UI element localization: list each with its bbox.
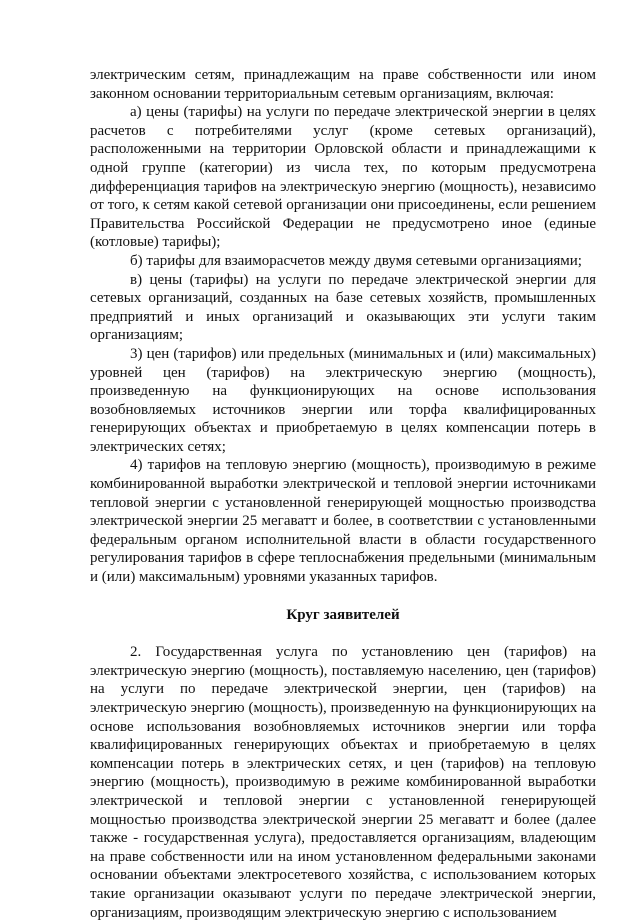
- paragraph-item-2: 2. Государственная услуга по установлению цен (тарифов) на электрическую энергию (мощность), поставляемую населению, цен (тарифов) на услуги по передаче электрической энергии, цен (тарифов) на электрическую энергию (мощность), произведенную на функционирующих на основе использования возобновляемых источников энергии или торфа квалифицированных генерирующих объектах и приобретаемую в целях компенсации потерь в электрических сетях, и цен (тарифов) на тепловую энергию (мощность), производимую в режиме комбинированной выработки электрической и тепловой энергии с установленной генерирующей мощностью производства электрической энергии 25 мегаватт и более (далее также - государственная услуга), предоставляется организациям, владеющим на праве собственности или на ином установленном федеральными законами основании объектами электросетевого хозяйства, с использованием которых такие организации оказывают услуги по передаче электрической энергии, организациям, производящим электрическую энергию с использованием: [90, 644, 596, 921]
- paragraph-item-4: 4) тарифов на тепловую энергию (мощность), производимую в режиме комбинированной выработки электрической и тепловой энергии источниками тепловой энергии с установленной генерирующей мощностью производства электрической энергии 25 мегаватт и более, в соответствии с установленными федеральным органом исполнительной власти в области государственного регулирования тарифов в сфере теплоснабжения предельными (минимальным и (или) максимальным) уровнями указанных тарифов.: [90, 457, 596, 586]
- paragraph-item-v: в) цены (тарифы) на услуги по передаче электрической энергии для сетевых организаций, созданных на базе сетевых хозяйств, промышленных предприятий и иных организаций и оказывающих эти услуги таким организациям;: [90, 271, 596, 344]
- paragraph-item-3: 3) цен (тарифов) или предельных (минимальных и (или) максимальных) уровней цен (тарифов) на электрическую энергию (мощность), произведенную на функционирующих на основе использования возобновляемых источников энергии или торфа квалифицированных генерирующих объектах и приобретаемую в целях компенсации потерь в электрических сетях;: [90, 345, 596, 455]
- paragraph-item-a: а) цены (тарифы) на услуги по передаче электрической энергии в целях расчетов с потребителями услуг (кроме сетевых организаций), расположенными на территории Орловской области и принадлежащими к одной группе (категории) из числа тех, по которым предусмотрена дифференциация тарифов на электрическую энергию (мощность), независимо от того, к сетям какой сетевой организации они присоединены, если решением Правительства Российской Федерации не предусмотрено иное (единые (котловые) тарифы);: [90, 104, 596, 251]
- document-page: [90, 66, 596, 922]
- section-heading: Круг заявителей: [286, 606, 400, 623]
- paragraph-intro: электрическим сетям, принадлежащим на праве собственности или ином законном основании территориальным сетевым организациям, включая:: [90, 67, 596, 102]
- paragraph-item-b: б) тарифы для взаиморасчетов между двумя сетевыми организациями;: [130, 252, 582, 269]
